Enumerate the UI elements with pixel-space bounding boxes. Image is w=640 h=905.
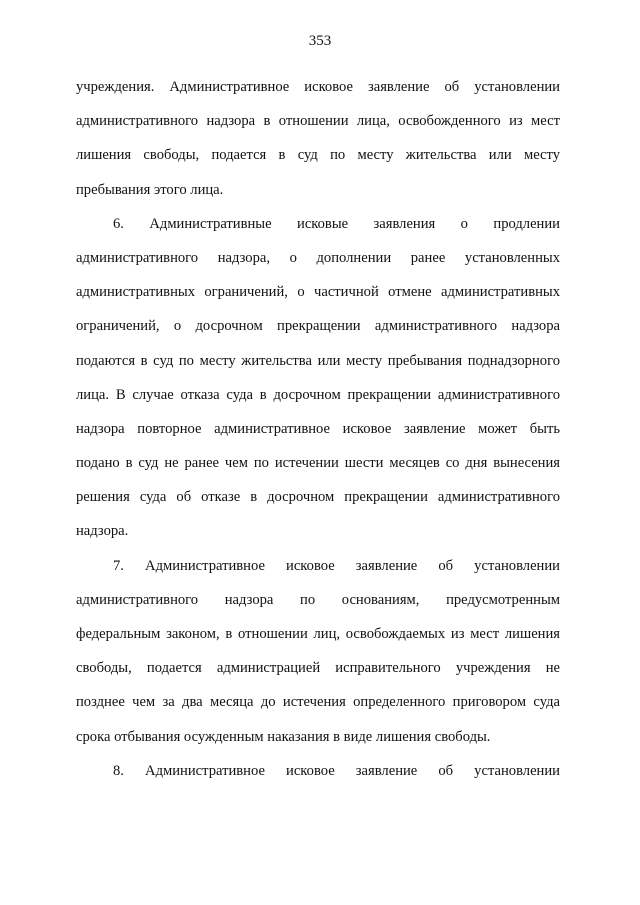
text-line: лица. В случае отказа суда в досрочном прекращении административного: [76, 386, 560, 403]
document-body: [76, 70, 560, 788]
text-line: свободы, подается администрацией исправительного учреждения не: [76, 660, 560, 677]
text-line: лишения свободы, подается в суд по месту жительства или месту: [76, 147, 560, 164]
text-line: 7. Административное исковое заявление об установлении: [113, 557, 560, 574]
text-line: решения суда об отказе в досрочном прекращении административного: [76, 489, 560, 506]
text-line: надзора.: [76, 523, 129, 540]
text-line: надзора повторное административное исковое заявление может быть: [76, 420, 560, 437]
text-line: 6. Административные исковые заявления о продлении: [113, 215, 560, 232]
text-line: позднее чем за два месяца до истечения определенного приговором суда: [76, 694, 560, 711]
text-line: подано в суд не ранее чем по истечении шести месяцев со дня вынесения: [76, 455, 560, 472]
text-line: учреждения. Административное исковое заявление об установлении: [76, 79, 560, 95]
paragraph-8: [76, 754, 560, 788]
text-line: административного надзора в отношении лица, освобожденного из мест: [76, 113, 560, 130]
text-line: 8. Административное исковое заявление об установлении: [113, 762, 560, 779]
page-number: 353: [308, 33, 332, 49]
text-line: пребывания этого лица.: [76, 181, 224, 198]
text-line: административных ограничений, о частичной отмене административных: [76, 284, 560, 301]
text-line: федеральным законом, в отношении лиц, освобождаемых из мест лишения: [76, 626, 560, 642]
paragraph-continuation: [76, 70, 560, 207]
paragraph-6: [76, 207, 560, 549]
text-line: срока отбывания осужденным наказания в виде лишения свободы.: [76, 728, 491, 745]
text-line: административного надзора, о дополнении ранее установленных: [76, 249, 560, 266]
text-line: ограничений, о досрочном прекращении административного надзора: [76, 318, 560, 335]
text-line: административного надзора по основаниям, предусмотренным: [76, 591, 560, 608]
text-line: подаются в суд по месту жительства или месту пребывания поднадзорного: [76, 352, 560, 369]
paragraph-7: [76, 549, 560, 754]
